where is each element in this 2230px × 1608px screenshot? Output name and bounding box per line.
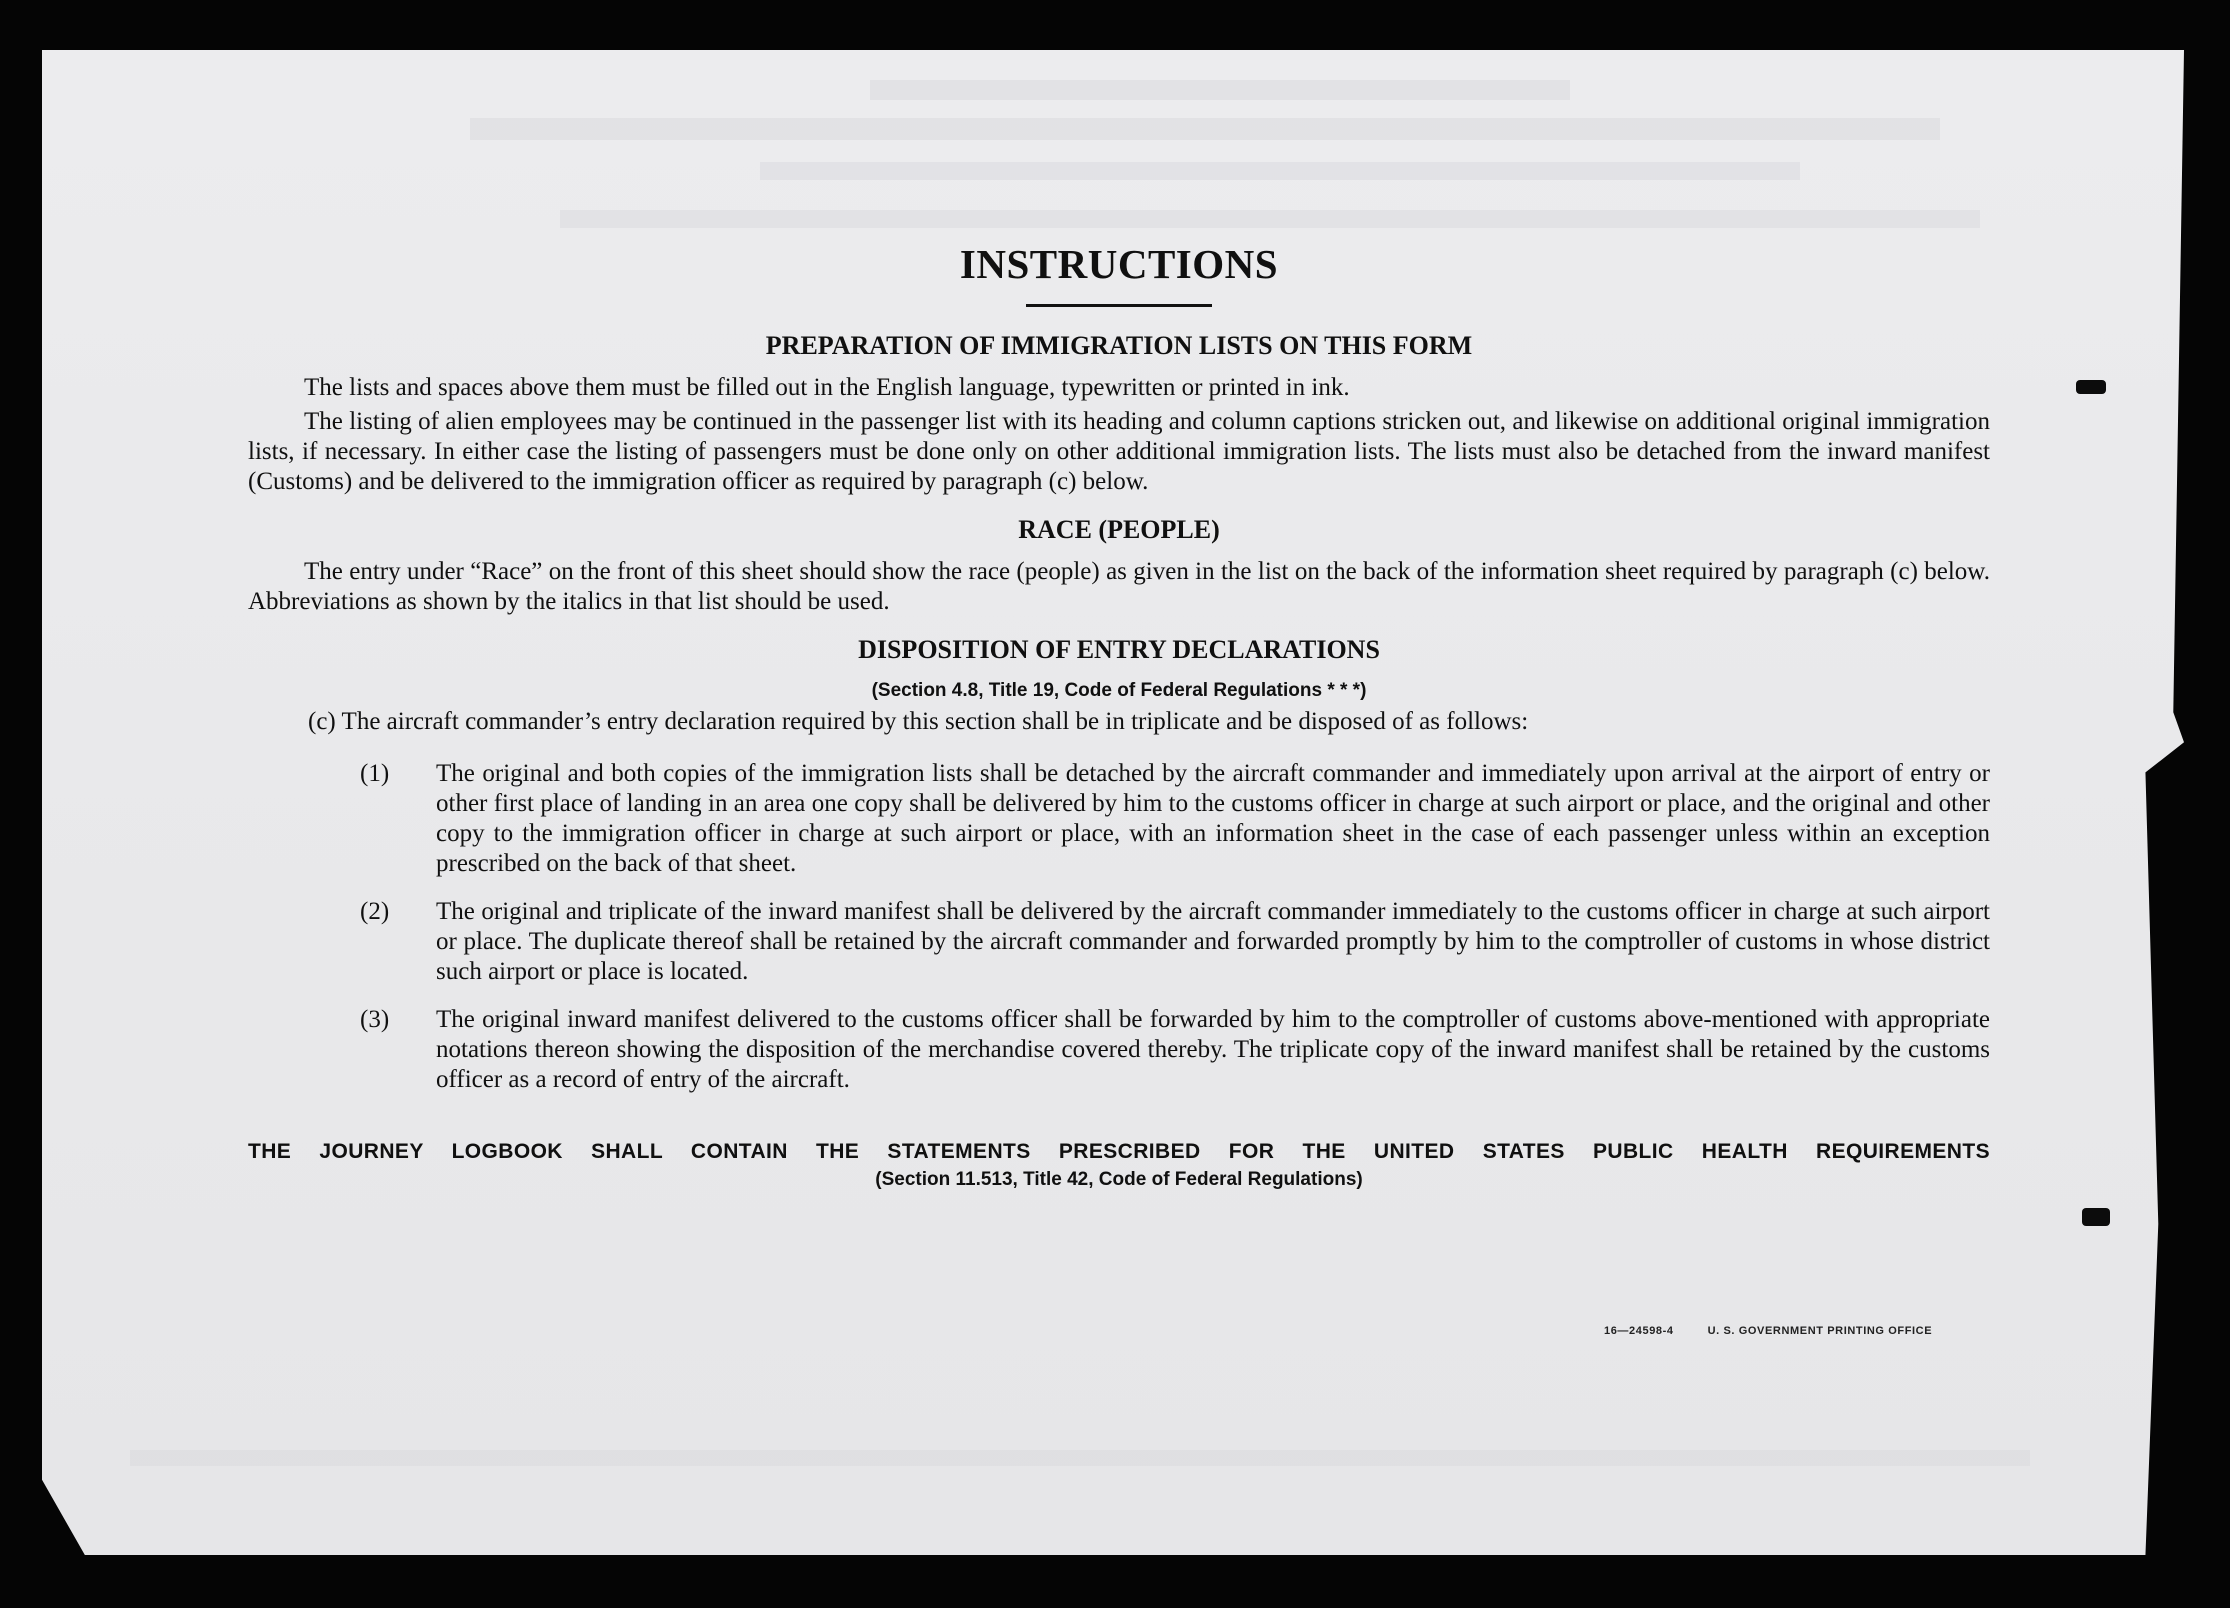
item-number: (2) [360, 898, 390, 925]
race-paragraph: The entry under “Race” on the front of this sheet should show the race (people) as given in the list on the back of the information sheet required by paragraph (c) below. Abbreviations as shown by the italics in that list should be used. [248, 558, 1990, 615]
race-heading: RACE (PEOPLE) [1018, 515, 1220, 544]
show-through-mark [760, 162, 1800, 180]
item-text: The original inward manifest delivered to the customs officer shall be forwarded by him to the comptroller of customs above-mentioned with appropriate notations thereon showing the disposition of the merchandise covered thereby. The triplicate copy of the inward manifest shall be retained by the customs officer as a record of entry of the aircraft. [436, 1006, 1990, 1093]
item-text: The original and triplicate of the inward manifest shall be delivered by the aircraft commander immediately to the customs officer in charge at such airport or place. The duplicate thereof shall be retained by the aircraft commander and forwarded promptly by him to the comptroller of customs in whose district such airport or place is located. [436, 898, 1990, 985]
item-text: The original and both copies of the immigration lists shall be detached by the aircraft commander and immediately upon arrival at the airport of entry or other first place of landing in an area one copy shall be delivered by him to the customs officer in charge at such airport or place, and the original and other copy to the immigration officer in charge at such airport or place, with an information sheet in the case of each passenger unless within an exception prescribed on the back of that sheet. [436, 760, 1990, 877]
title-rule [1026, 304, 1212, 307]
printer-imprint [1604, 1325, 1932, 1337]
disposition-item-3 [248, 1005, 1990, 1095]
preparation-paragraph-2: The listing of alien employees may be continued in the passenger list with its heading and column captions stricken out, and likewise on additional original immigration lists, if necessary. In either case the listing of passengers must be done only on other additional immigration lists. The lists must also be detached from the inward manifest (Customs) and be delivered to the immigration officer as required by paragraph (c) below. [248, 408, 1990, 495]
page-title: INSTRUCTIONS [959, 241, 1279, 287]
scan-blot [2082, 1208, 2110, 1226]
disposition-item-2 [248, 897, 1990, 987]
item-number: (3) [360, 1006, 390, 1033]
show-through-mark [560, 210, 1980, 228]
logbook-citation: (Section 11.513, Title 42, Code of Federal Regulations) [875, 1169, 1363, 1190]
scan-blot [2076, 380, 2106, 394]
disposition-item-1 [248, 759, 1990, 879]
disposition-citation: (Section 4.8, Title 19, Code of Federal Regulations * * *) [871, 680, 1367, 701]
show-through-mark [870, 80, 1570, 100]
item-number: (1) [360, 760, 390, 787]
disposition-heading: DISPOSITION OF ENTRY DECLARATIONS [858, 635, 1380, 664]
preparation-heading: PREPARATION OF IMMIGRATION LISTS ON THIS FORM [765, 331, 1473, 360]
instructions-content [248, 236, 1990, 1193]
printer-name: U. S. GOVERNMENT PRINTING OFFICE [1707, 1325, 1933, 1337]
disposition-paragraph-c: (c) The aircraft commander’s entry declaration required by this section shall be in triplicate and be disposed of as follows: [308, 708, 1529, 735]
show-through-mark [130, 1450, 2030, 1466]
show-through-mark [470, 118, 1940, 140]
preparation-paragraph-1: The lists and spaces above them must be filled out in the English language, typewritten or printed in ink. [304, 374, 1350, 401]
logbook-heading: THE JOURNEY LOGBOOK SHALL CONTAIN THE STATEMENTS PRESCRIBED FOR THE UNITED STATES PUBLIC HEALTH REQUIREMENTS [248, 1140, 1990, 1163]
form-number: 16—24598-4 [1604, 1325, 1674, 1337]
